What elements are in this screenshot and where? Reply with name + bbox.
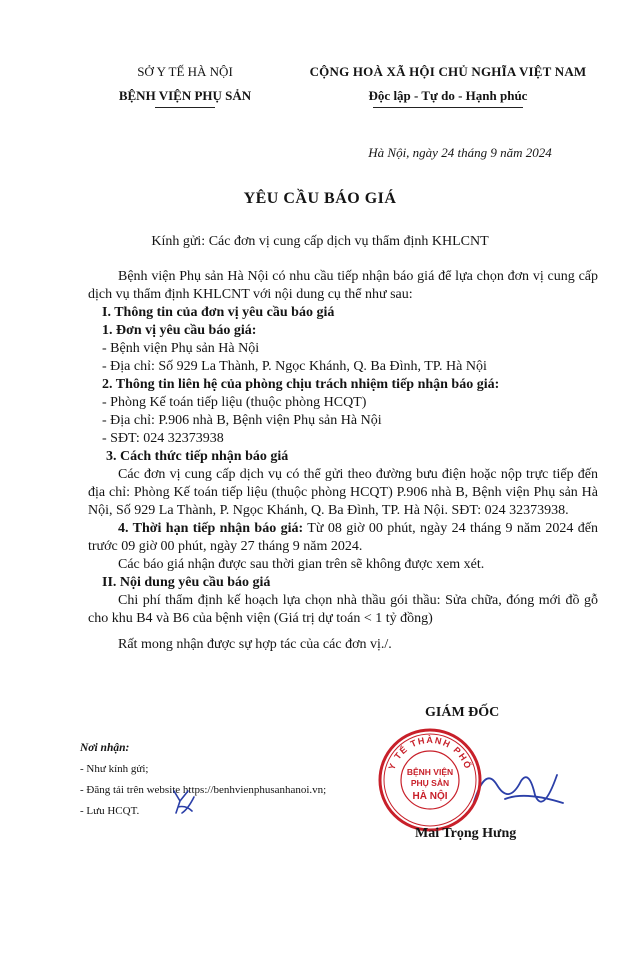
section-1-2-item: - SĐT: 024 32373938 (102, 431, 224, 446)
national-title: CỘNG HOÀ XÃ HỘI CHỦ NGHĨA VIỆT NAM (309, 64, 587, 79)
national-motto: Độc lập - Tự do - Hạnh phúc (368, 88, 528, 103)
section-1-3-heading: 3. Cách thức tiếp nhận báo giá (106, 449, 289, 464)
closing-line: Rất mong nhận được sự hợp tác của các đơn vị./. (118, 637, 392, 652)
section-1-4-note: Các báo giá nhận được sau thời gian trên sẽ không được xem xét. (118, 557, 485, 572)
document-title: YÊU CẦU BÁO GIÁ (243, 190, 397, 207)
recipients-block (80, 738, 380, 822)
section-1-2-item: - Địa chỉ: P.906 nhà B, Bệnh viện Phụ sản Hà Nội (102, 413, 382, 428)
signer-name: Mai Trọng Hưng (415, 826, 517, 841)
section-1-1-heading: 1. Đơn vị yêu cầu báo giá: (102, 323, 257, 338)
hospital-name: BỆNH VIỆN PHỤ SẢN (118, 88, 252, 103)
national-header (283, 64, 613, 108)
svg-text:HÀ NỘI: HÀ NỘI (412, 791, 448, 802)
svg-text:BỆNH VIỆN: BỆNH VIỆN (406, 767, 454, 777)
section-2-paragraph: Chi phí thẩm định kế hoạch lựa chọn nhà thầu gói thầu: Sửa chữa, đóng mới đồ gỗ cho khu B4 và B6 của bệnh viện (Giá trị dự toán < 1 tỷ đồng) (88, 593, 598, 626)
document-body (88, 268, 598, 654)
department-name: SỞ Y TẾ HÀ NỘI (137, 64, 233, 79)
initial-signature (170, 787, 196, 817)
section-1-1-item: - Bệnh viện Phụ sản Hà Nội (102, 341, 260, 356)
header-left-underline (155, 107, 215, 108)
svg-text:Y TẾ THÀNH PHỐ: Y TẾ THÀNH PHỐ (386, 734, 474, 772)
official-seal (375, 725, 485, 835)
section-1-3-paragraph: Các đơn vị cung cấp dịch vụ có thể gửi theo đường bưu điện hoặc nộp trực tiếp đến địa chỉ: Phòng Kế toán tiếp liệu (thuộc phòng HCQT) P.906 nhà B, Bệnh viện Phụ sản Hà Nội, Số 929 La Thành, P. Ngọc Khánh, Q. Ba Đình, TP. Hà Nội. SĐT: 024 32373938. (88, 467, 598, 518)
svg-text:PHỤ SẢN: PHỤ SẢN (410, 778, 450, 788)
section-2-heading: II. Nội dung yêu cầu báo giá (102, 575, 271, 590)
header-right-underline (373, 107, 523, 108)
section-1-heading: I. Thông tin của đơn vị yêu cầu báo giá (102, 305, 335, 320)
intro-paragraph: Bệnh viện Phụ sản Hà Nội có nhu cầu tiếp nhận báo giá để lựa chọn đơn vị cung cấp dịch vụ thẩm định KHLCNT với nội dung cụ thể như sau: (88, 269, 598, 302)
section-1-2-item: - Phòng Kế toán tiếp liệu (thuộc phòng HCQT) (102, 395, 367, 410)
recipients-heading: Nơi nhận: (80, 742, 130, 754)
date-line: Hà Nội, ngày 24 tháng 9 năm 2024 (368, 145, 552, 160)
signature-block (375, 705, 575, 865)
section-1-1-item: - Địa chỉ: Số 929 La Thành, P. Ngọc Khánh, Q. Ba Đình, TP. Hà Nội (102, 359, 487, 374)
recipient-item: - Lưu HCQT. (80, 805, 140, 817)
greeting: Kính gửi: Các đơn vị cung cấp dịch vụ thẩm định KHLCNT (151, 234, 489, 249)
recipient-item: - Đăng tải trên website https://benhvienphusanhanoi.vn; (80, 784, 327, 796)
recipient-item: - Như kính gửi; (80, 763, 149, 775)
section-1-2-heading: 2. Thông tin liên hệ của phòng chịu trách nhiệm tiếp nhận báo giá: (102, 377, 500, 392)
section-1-4-label: 4. Thời hạn tiếp nhận báo giá: (118, 521, 304, 536)
issuer-header (95, 64, 275, 108)
signer-title: GIÁM ĐỐC (425, 705, 500, 720)
section-1-4-paragraph (88, 520, 598, 556)
section-1-4-text: Từ 08 giờ 00 phút, ngày 24 tháng 9 năm 2024 đến trước 09 giờ 00 phút, ngày 27 tháng 9 năm 2024. (88, 521, 598, 554)
